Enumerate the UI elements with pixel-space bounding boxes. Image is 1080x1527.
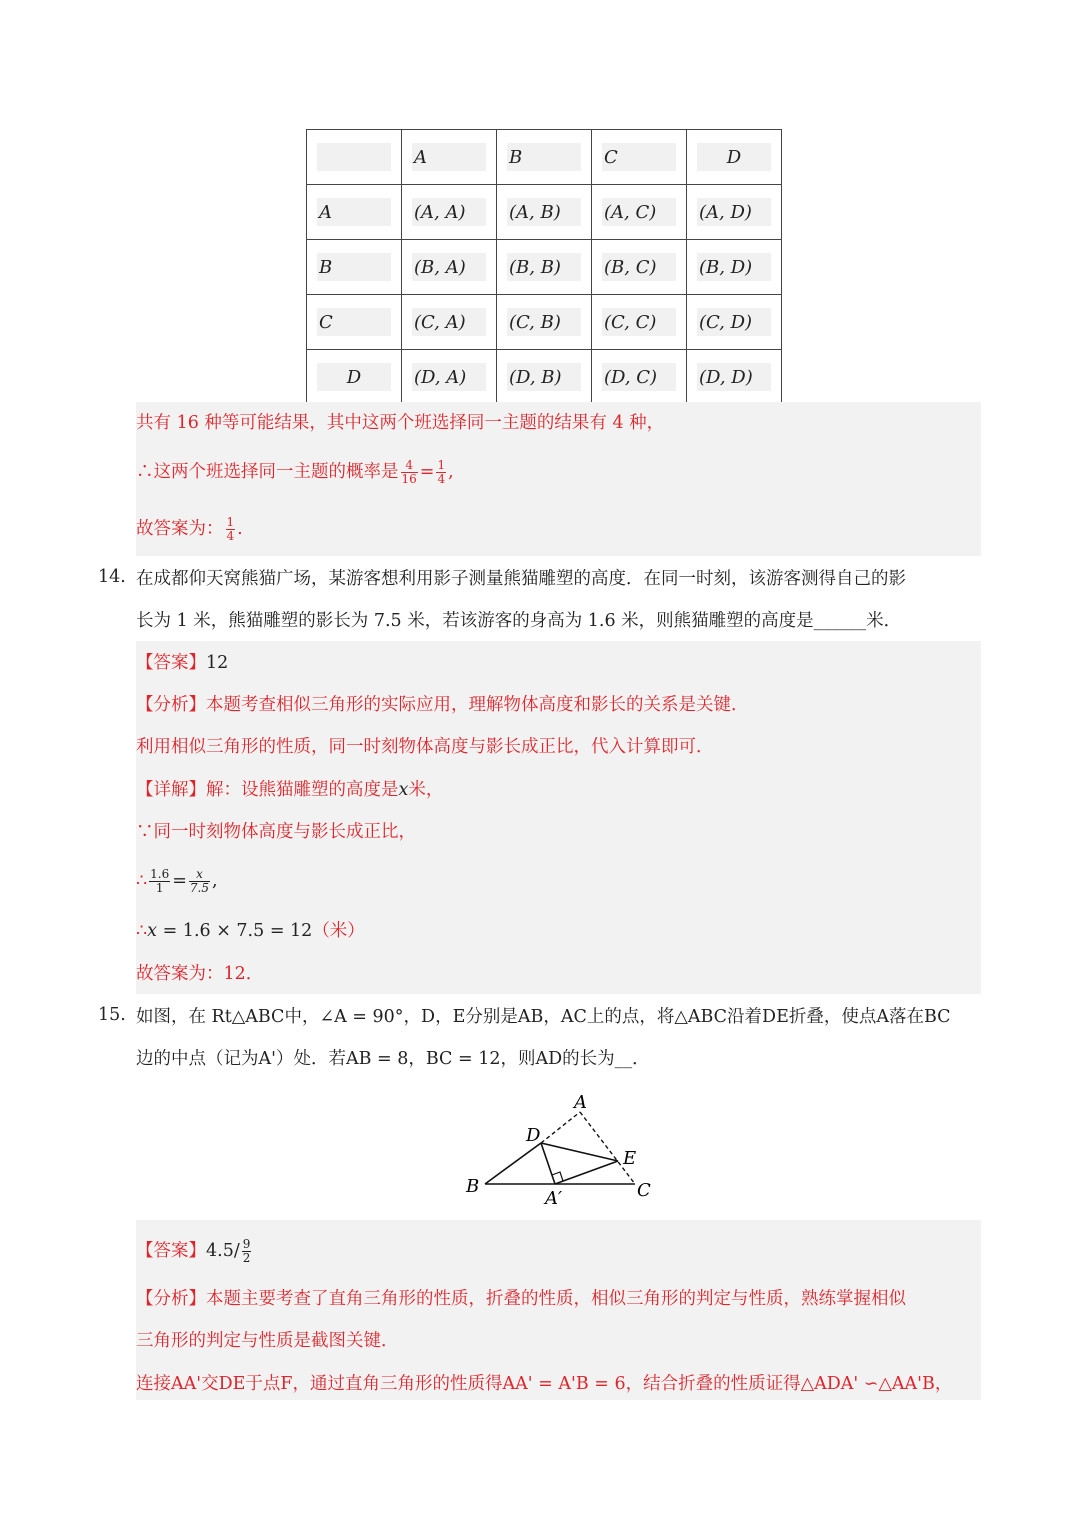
segment-ea-prime xyxy=(555,1161,618,1184)
table-cell: (D, B) xyxy=(497,350,592,405)
q14-detail1: 【详解】解：设熊猫雕塑的高度是x米， xyxy=(136,780,444,800)
table-header-row xyxy=(307,130,782,185)
table-cell: C xyxy=(592,130,687,185)
table-cell: D xyxy=(307,350,402,405)
label-d: D xyxy=(526,1125,541,1146)
q13-line1: 共有 16 种等可能结果，其中这两个班选择同一主题的结果有 4 种， xyxy=(136,413,665,433)
table-cell: D xyxy=(687,130,782,185)
question-number: 14. xyxy=(98,567,126,587)
q14-detail2: ∵同一时刻物体高度与影长成正比， xyxy=(136,822,416,842)
q14-stem-line1: 在成都仰天窝熊猫广场，某游客想利用影子测量熊猫雕塑的高度．在同一时刻，该游客测得自己的影 xyxy=(136,569,906,589)
q14-detail3: ∴ $\frac{1.6}{1}$ = $\frac{x}{7.5}$ , xyxy=(136,867,218,895)
label-c: C xyxy=(637,1180,651,1201)
q14-answer: 【答案】12 xyxy=(136,653,229,673)
question-number: 15. xyxy=(98,1005,126,1025)
q15-analysis1: 【分析】本题主要考查了直角三角形的性质，折叠的性质，相似三角形的判定与性质，熟练掌握相似 xyxy=(136,1289,906,1309)
table-row xyxy=(307,350,782,405)
q15-stem-line2: 边的中点（记为A'）处．若AB = 8，BC = 12，则AD的长为__． xyxy=(136,1049,650,1069)
table-cell: (D, C) xyxy=(592,350,687,405)
q14-final-answer: 故答案为：12． xyxy=(136,964,264,984)
table-cell: (A, A) xyxy=(402,185,497,240)
fraction: $\frac{x}{7.5}$ xyxy=(189,867,209,895)
table-cell: C xyxy=(307,295,402,350)
segment-bd xyxy=(485,1143,541,1184)
table-cell xyxy=(307,130,402,185)
fraction: $\frac{4}{16}$ xyxy=(401,458,417,486)
table-cell: (C, C) xyxy=(592,295,687,350)
table-cell: (A, B) xyxy=(497,185,592,240)
table-cell: A xyxy=(307,185,402,240)
table-row xyxy=(307,295,782,350)
q15-answer: 【答案】4.5/ $\frac{9}{2}$ xyxy=(136,1237,251,1265)
q14-stem-line2: 长为 1 米，熊猫雕塑的影长为 7.5 米，若该游客的身高为 1.6 米，则熊猫雕塑的高度是______米． xyxy=(136,611,902,631)
label-a-prime: A′ xyxy=(545,1188,563,1208)
table-cell: (C, D) xyxy=(687,295,782,350)
table-cell: A xyxy=(402,130,497,185)
table-cell: (D, D) xyxy=(687,350,782,405)
fraction: $\frac{1}{4}$ xyxy=(437,458,446,486)
q15-analysis2: 三角形的判定与性质是截图关键． xyxy=(136,1331,399,1351)
q15-analysis3: 连接AA'交DE于点F，通过直角三角形的性质得AA' = A'B = 6，结合折叠的性质证得△ADA' ∽△AA'B， xyxy=(136,1374,953,1394)
table-cell: (A, D) xyxy=(687,185,782,240)
table-cell: (B, A) xyxy=(402,240,497,295)
table-cell: (C, A) xyxy=(402,295,497,350)
table-cell: B xyxy=(307,240,402,295)
q13-line2: ∴这两个班选择同一主题的概率是 $\frac{4}{16}$ = $\frac{1}{4}$ , xyxy=(136,458,454,486)
label-e: E xyxy=(623,1148,637,1169)
table-row xyxy=(307,185,782,240)
q14-analysis1: 【分析】本题考查相似三角形的实际应用，理解物体高度和影长的关系是关键． xyxy=(136,695,749,715)
fraction: $\frac{1.6}{1}$ xyxy=(150,867,170,895)
q14-analysis2: 利用相似三角形的性质，同一时刻物体高度与影长成正比，代入计算即可． xyxy=(136,737,714,757)
table-cell: (D, A) xyxy=(402,350,497,405)
table-row xyxy=(307,240,782,295)
outcome-table xyxy=(306,129,782,405)
triangle-fold-figure xyxy=(455,1088,665,1208)
q15-stem-line1: 如图，在 Rt△ABC中，∠A = 90°，D，E分别是AB，AC上的点，将△ABC沿着DE折叠，使点A落在BC xyxy=(136,1007,951,1027)
table-cell: (B, D) xyxy=(687,240,782,295)
segment-da-dashed xyxy=(541,1112,580,1143)
table-cell: (C, B) xyxy=(497,295,592,350)
table-cell: (B, B) xyxy=(497,240,592,295)
fraction: $\frac{9}{2}$ xyxy=(242,1237,251,1265)
table-cell: (B, C) xyxy=(592,240,687,295)
q14-detail4: ∴x = 1.6 × 7.5 = 12（米） xyxy=(136,921,365,941)
q13-final-answer: 故答案为： $\frac{1}{4}$ . xyxy=(136,515,243,543)
segment-da-prime xyxy=(541,1143,555,1184)
table-cell: (A, C) xyxy=(592,185,687,240)
label-a: A xyxy=(574,1092,587,1113)
table-cell: B xyxy=(497,130,592,185)
fraction: $\frac{1}{4}$ xyxy=(226,515,235,543)
label-b: B xyxy=(466,1176,480,1197)
